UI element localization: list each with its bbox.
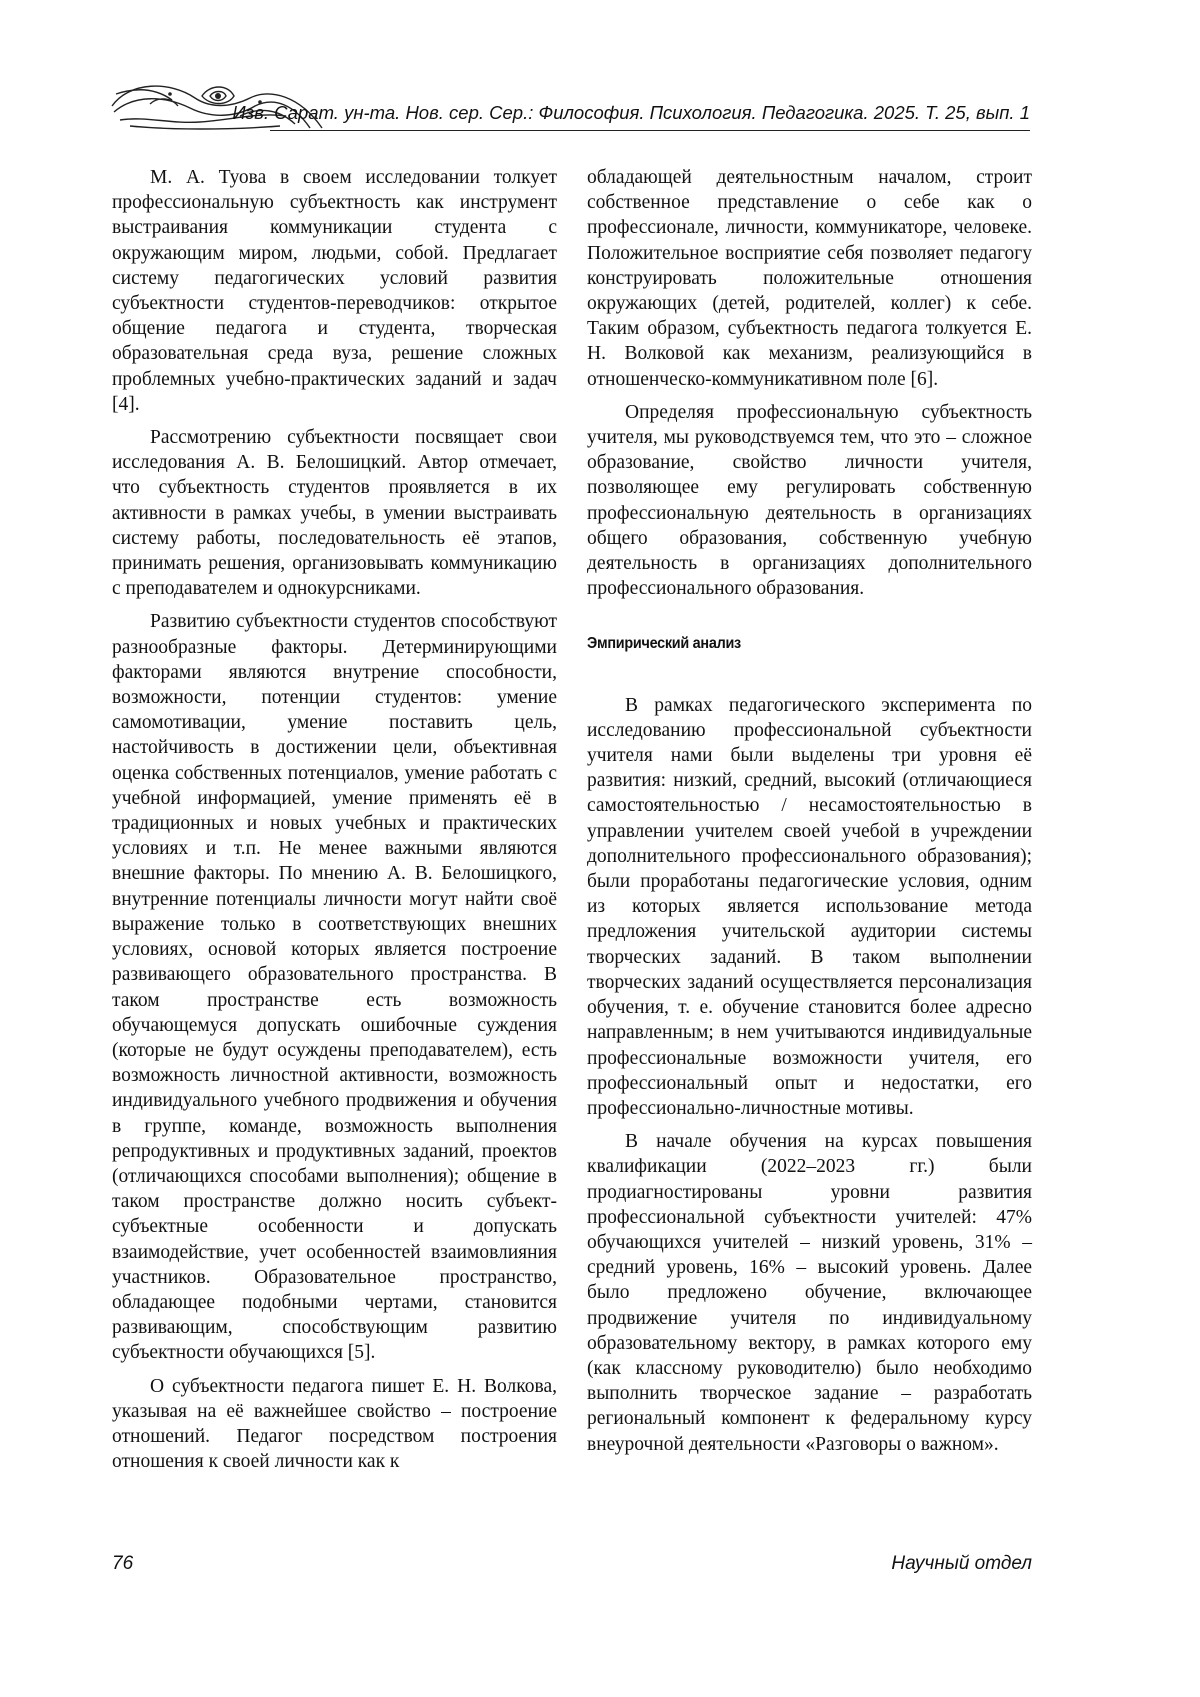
left-column (112, 165, 557, 1482)
page-number: 76 (112, 1553, 134, 1574)
running-header (110, 76, 1030, 136)
journal-title: Изв. Сарат. ун-та. Нов. сер. Сер.: Философия. Психология. Педагогика. 2025. Т. 25, вып. 1 (232, 102, 1030, 123)
paragraph-continuation: обладающей деятельностным началом, строит собственное представление о себе как о профессионале, личности, коммуникаторе, человеке. Положительное восприятие себя позволяет педагогу конструировать положительные отношения окружающих (детей, родителей, коллег) к себе. Таким образом, субъектность педагога толкуется Е. Н. Волковой как механизм, реализующийся в отношенческо-коммуникативном поле [6]. (587, 167, 1032, 390)
paragraph: Рассмотрению субъектности посвящает свои исследования А. В. Белошицкий. Автор отмечает, что субъектность студентов проявляется в их активности в рамках учебы, в умении выстраивать систему работы, последовательность её этапов, принимать решения, организовывать коммуникацию с преподавателем и однокурсниками. (112, 427, 557, 600)
section-heading: Эмпирический анализ (587, 635, 741, 653)
paragraph: В рамках педагогического эксперимента по исследованию профессиональной субъектности учителя нами были выделены три уровня её развития: низкий, средний, высокий (отличающиеся самостоятельностью / несамостоятельностью в управлении учителем своей учебой в учреждении дополнительного профессионального образования); были проработаны педагогические условия, одним из которых является использование метода предложения учительской аудитории системы творческих заданий. В таком выполнении творческих заданий осуществляется персонализация обучения, т. е. обучение становится более адресно направленным; в нем учитываются индивидуальные профессиональные возможности учителя, его профессиональный опыт и недостатки, его профессионально-личностные мотивы. (587, 694, 1032, 1119)
paragraph: О субъектности педагога пишет Е. Н. Волкова, указывая на её важнейшее свойство – построение отношений. Педагог посредством построения отношения к своей личности как к (112, 1375, 557, 1473)
paragraph: Развитию субъектности студентов способствуют разнообразные факторы. Детерминирующими факторами являются внутрение способности, возможности, потенции студентов: умение самомотивации, умение поставить цель, настойчивость в достижении цели, объективная оценка собственных потенциалов, умение работать с учебной информацией, умение применять её в традиционных и новых учебных и практических условиях и т.п. Не менее важными являются внешние факторы. По мнению А. В. Белошицкого, внутренние потенциалы личности могут найти своё выражение только в соответствующих внешних условиях, основой которых является построение развивающего образовательного пространства. В таком пространстве есть возможность обучающемуся допускать ошибочные суждения (которые не будут осуждены преподавателем), есть возможность личностной активности, возможность индивидуального учебного продвижения и обучения в группе, команде, возможность выполнения репродуктивных и продуктивных заданий, проектов (отличающихся способами выполнения); общение в таком пространстве должно носить субъект-субъектные особенности и допускать взаимодействие, учет особенностей взаимовлияния участников. Образовательное пространство, обладающее подобными чертами, становится развивающим, способствующим развитию субъектности обучающихся [5]. (112, 611, 557, 1364)
paragraph: Определяя профессиональную субъектность учителя, мы руководствуемся тем, что это – сложное образование, свойство личности учителя, позволяющее ему регулировать собственную профессиональную деятельность в организациях общего образования, собственную учебную деятельность в организациях дополнительного профессионального образования. (587, 401, 1032, 600)
paragraph: М. А. Туова в своем исследовании толкует профессиональную субъектность как инструмент выстраивания коммуникации студента с окружающим миром, людьми, собой. Предлагает систему педагогических условий развития субъектности студентов-переводчиков: открытое общение педагога и студента, творческая образовательная среда вуза, решение сложных проблемных учебно-практических заданий и задач [4]. (112, 167, 557, 415)
section-name: Научный отдел (891, 1553, 1032, 1574)
header-rule (270, 130, 1030, 131)
right-column (587, 165, 1032, 1465)
paragraph: В начале обучения на курсах повышения квалификации (2022–2023 гг.) были продиагностированы уровни развития профессиональной субъектности учителей: 47% обучающихся учителей – низкий уровень, 31% – средний уровень, 16% – высокий уровень. Далее было предложено обучение, включающее продвижение учителя по индивидуальному образовательному вектору, в рамках которого ему (как классному руководителю) было необходимо выполнить творческое задание – разработать региональный компонент к федеральному курсу внеурочной деятельности «Разговоры о важном». (587, 1131, 1032, 1455)
